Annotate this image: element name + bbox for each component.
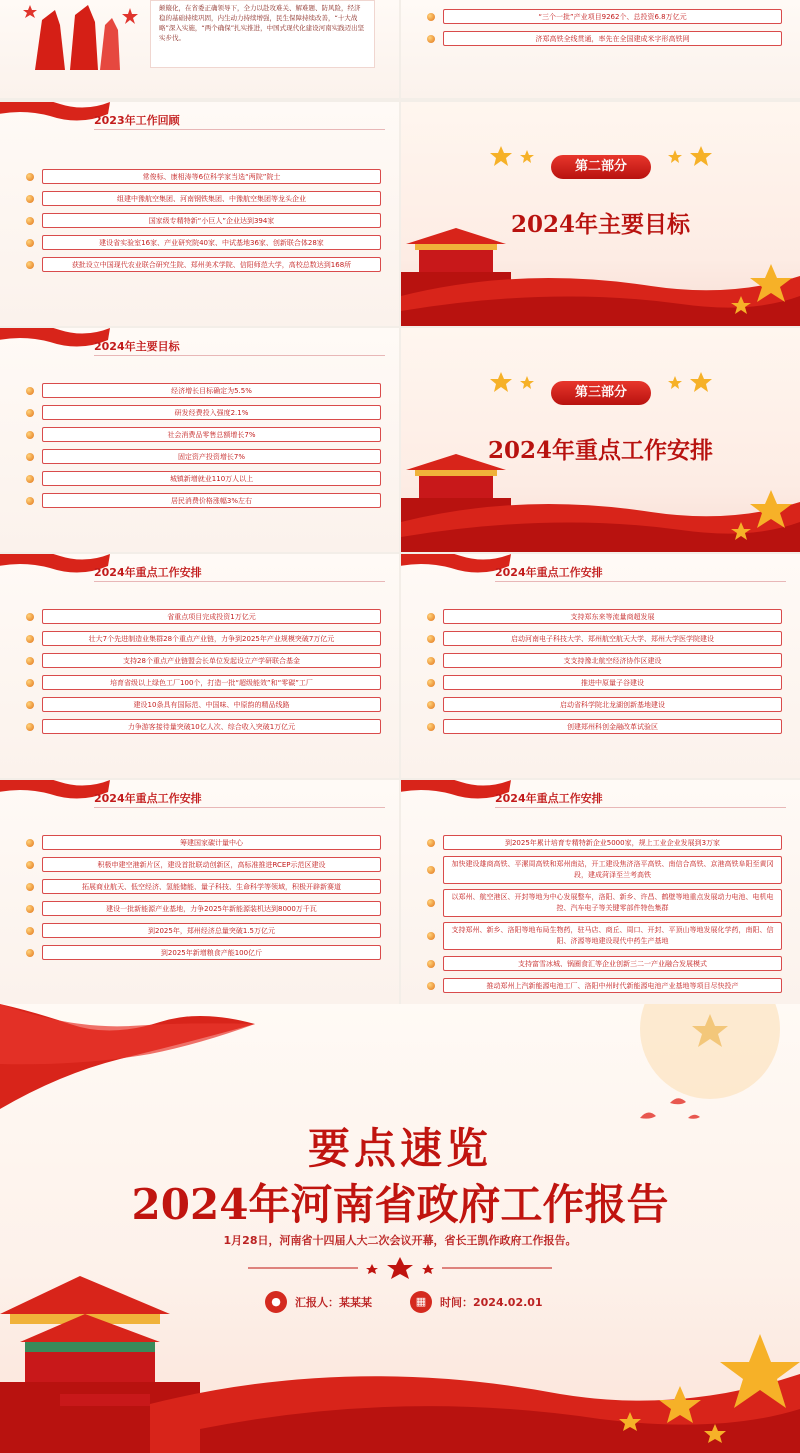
bullet-icon (26, 657, 34, 665)
list-item: 创建郑州科创金融改革试验区 (427, 718, 782, 735)
bullet-icon (427, 866, 435, 874)
bullet-icon (26, 475, 34, 483)
slide-tasks-c[interactable] (0, 780, 399, 1004)
flag-banner-icon (0, 1004, 260, 1114)
date-field (410, 1290, 543, 1314)
tasks-list (427, 834, 782, 999)
bullet-icon (427, 723, 435, 731)
tasks-list (427, 608, 782, 740)
part-badge: 第二部分 (551, 155, 651, 179)
heading-divider (495, 581, 786, 582)
list-item: 加快建设雄商高铁、平漯周高铁和郑州南站，开工建设焦济洛平高铁、南信合高铁、京港高铁阜阳至黄冈段，建成菏泽至兰考高铁 (427, 856, 782, 884)
list-item: 支支持豫北航空经济协作区建设 (427, 652, 782, 669)
slide-heading: 2024年重点工作安排 (94, 566, 202, 579)
list-item: 济郑高铁全线贯通，率先在全国建成米字形高铁网 (427, 30, 782, 47)
slide-heading: 2024年重点工作安排 (495, 792, 603, 805)
review-list (26, 168, 381, 278)
heading-divider (495, 807, 786, 808)
slide-heading: 2023年工作回顾 (94, 114, 180, 127)
bullet-icon (26, 239, 34, 247)
slide-part-3[interactable] (401, 328, 800, 552)
list-item: 以郑州、航空港区、开封等地为中心发展整车，洛阳、新乡、许昌、鹤壁等地重点发展动力电池、电机电控、汽车电子等关键零部件特色集群 (427, 889, 782, 917)
reporter-label: 汇报人：某某某 (295, 1296, 372, 1309)
cover-title-line2: 2024年河南省政府工作报告 (131, 1180, 669, 1229)
calendar-icon: ▦ (410, 1291, 432, 1313)
list-item: 常俊标、康相涛等6位科学家当选“两院”院士 (26, 168, 381, 185)
intro-paragraph: 颠簸化，在省委正确领导下，全力以赴攻难关、解难题、防风险，经济稳的基础持续巩固，内生动力持续增强，民生保障持续改善，“十大战略”深入实施，“两个确保”扎实推进，中国式现代化建设河南实践迈出坚实步伐。 (150, 0, 375, 68)
list-item: 支持28个重点产业链盟会长单位发起设立产学研联合基金 (26, 652, 381, 669)
bullet-icon (427, 13, 435, 21)
list-item: 组建中豫航空集团、河南钢铁集团、中豫航空集团等龙头企业 (26, 190, 381, 207)
heading-divider (94, 355, 385, 356)
cover-slide[interactable] (0, 1004, 800, 1453)
bullet-icon (26, 949, 34, 957)
slide-goals-2024[interactable] (0, 328, 399, 552)
list-item: 到2025年新增粮食产能100亿斤 (26, 944, 381, 961)
list-item: 固定资产投资增长7% (26, 448, 381, 465)
bullet-icon (26, 723, 34, 731)
bullet-icon (427, 899, 435, 907)
bullet-icon (26, 173, 34, 181)
part-title: 2024年主要目标 (510, 211, 690, 238)
bullet-icon (26, 409, 34, 417)
list-item: 城镇新增就业110万人以上 (26, 470, 381, 487)
heading-divider (94, 129, 385, 130)
bullet-icon (427, 839, 435, 847)
list-item: 研发经费投入强度2.1% (26, 404, 381, 421)
bullet-icon (427, 932, 435, 940)
list-item: 经济增长目标确定为5.5% (26, 382, 381, 399)
star-divider-icon (248, 1256, 552, 1280)
list-item: 推进中原量子谷建设 (427, 674, 782, 691)
bullet-icon (427, 701, 435, 709)
slide-results-partial[interactable] (401, 0, 800, 98)
slide-tasks-d[interactable] (401, 780, 800, 1004)
slide-heading: 2024年主要目标 (94, 340, 180, 353)
bullet-icon (26, 613, 34, 621)
slide-heading: 2024年重点工作安排 (94, 792, 202, 805)
bullet-icon (26, 883, 34, 891)
bullet-icon (26, 431, 34, 439)
slide-intro-partial[interactable] (0, 0, 399, 98)
list-item: 培育省级以上绿色工厂100个，打造一批“超级能效”和“零碳”工厂 (26, 674, 381, 691)
gold-stars-icon (590, 1324, 800, 1453)
list-item: 建设10条具有国际范、中国味、中原韵的精品线路 (26, 696, 381, 713)
bullet-icon (26, 905, 34, 913)
list-item: 支持郑东来等流量商超发展 (427, 608, 782, 625)
bullet-icon (26, 839, 34, 847)
bullet-icon (26, 861, 34, 869)
heading-divider (94, 581, 385, 582)
bullet-icon (427, 982, 435, 990)
list-item: 启动河南电子科技大学、郑州航空航天大学、郑州大学医学院建设 (427, 630, 782, 647)
bullet-icon (427, 613, 435, 621)
list-item: 筹建国家碳计量中心 (26, 834, 381, 851)
slide-tasks-b[interactable] (401, 554, 800, 778)
bullet-icon (26, 261, 34, 269)
list-item: 省重点项目完成投资1万亿元 (26, 608, 381, 625)
bullet-icon (427, 960, 435, 968)
bullet-icon (26, 217, 34, 225)
tasks-list (26, 834, 381, 966)
part-title: 2024年重点工作安排 (487, 437, 713, 464)
user-icon: ● (265, 1291, 287, 1313)
list-item: “三个一批”产业项目9262个、总投资6.8万亿元 (427, 8, 782, 25)
bullet-icon (26, 497, 34, 505)
bullet-icon (26, 679, 34, 687)
list-item: 推动郑州上汽新能源电池工厂、洛阳中州时代新能源电池产业基地等项目尽快投产 (427, 977, 782, 994)
reporter-field (265, 1290, 372, 1314)
results-list (427, 8, 782, 52)
list-item: 支持富雪冰城、锅圈食汇等企业创新三二一产业融合发展模式 (427, 955, 782, 972)
bullet-icon (26, 195, 34, 203)
list-item: 获批设立中国现代农业联合研究生院、郑州美术学院、信阳师范大学，高校总数达到168所 (26, 256, 381, 273)
slide-heading: 2024年重点工作安排 (495, 566, 603, 579)
goals-list (26, 382, 381, 514)
list-item: 到2025年累计培育专精特新企业5000家，规上工业企业发展到3万家 (427, 834, 782, 851)
list-item: 社会消费品零售总额增长7% (26, 426, 381, 443)
list-item: 启动省科学院北龙湖创新基地建设 (427, 696, 782, 713)
bullet-icon (26, 635, 34, 643)
date-label: 时间：2024.02.01 (440, 1296, 543, 1309)
bullet-icon (427, 35, 435, 43)
ribbon-decoration (401, 482, 800, 552)
bullet-icon (427, 635, 435, 643)
bullet-icon (26, 701, 34, 709)
slide-tasks-a[interactable] (0, 554, 399, 778)
part-badge: 第三部分 (551, 381, 651, 405)
bullet-icon (26, 453, 34, 461)
list-item: 壮大7个先进制造业集群28个重点产业链，力争到2025年产业规模突破7万亿元 (26, 630, 381, 647)
bullet-icon (427, 657, 435, 665)
list-item: 支持郑州、新乡、洛阳等地布局生物药，驻马店、商丘、周口、开封、平顶山等地发展化学药，南阳、信阳、济源等地建设现代中药生产基地 (427, 922, 782, 950)
list-item: 建设一批新能源产业基地，力争2025年新能源装机达到8000万千瓦 (26, 900, 381, 917)
list-item: 到2025年，郑州经济总量突破1.5万亿元 (26, 922, 381, 939)
list-item: 力争游客接待量突破10亿人次、综合收入突破1万亿元 (26, 718, 381, 735)
tasks-list (26, 608, 381, 740)
list-item: 积极申建空港新片区，建设首批联动创新区，高标准推进RCEP示范区建设 (26, 856, 381, 873)
slide-part-2[interactable] (401, 102, 800, 326)
bullet-icon (427, 679, 435, 687)
bullet-icon (26, 387, 34, 395)
list-item: 拓展商业航天、低空经济、氢能储能、量子科技、生命科学等领域，积极开辟新赛道 (26, 878, 381, 895)
cover-title-line1: 要点速览 (307, 1124, 492, 1173)
slide-review-2023[interactable] (0, 102, 399, 326)
list-item: 国家级专精特新“小巨人”企业达到394家 (26, 212, 381, 229)
ribbon-decoration (401, 256, 800, 326)
bullet-icon (26, 927, 34, 935)
heading-divider (94, 807, 385, 808)
list-item: 建设省实验室16家、产业研究院40家、中试基地36家、创新联合体28家 (26, 234, 381, 251)
figures-illustration (20, 0, 140, 70)
cover-subtitle: 1月28日，河南省十四届人大二次会议开幕，省长王凯作政府工作报告。 (223, 1234, 577, 1247)
list-item: 居民消费价格涨幅3%左右 (26, 492, 381, 509)
